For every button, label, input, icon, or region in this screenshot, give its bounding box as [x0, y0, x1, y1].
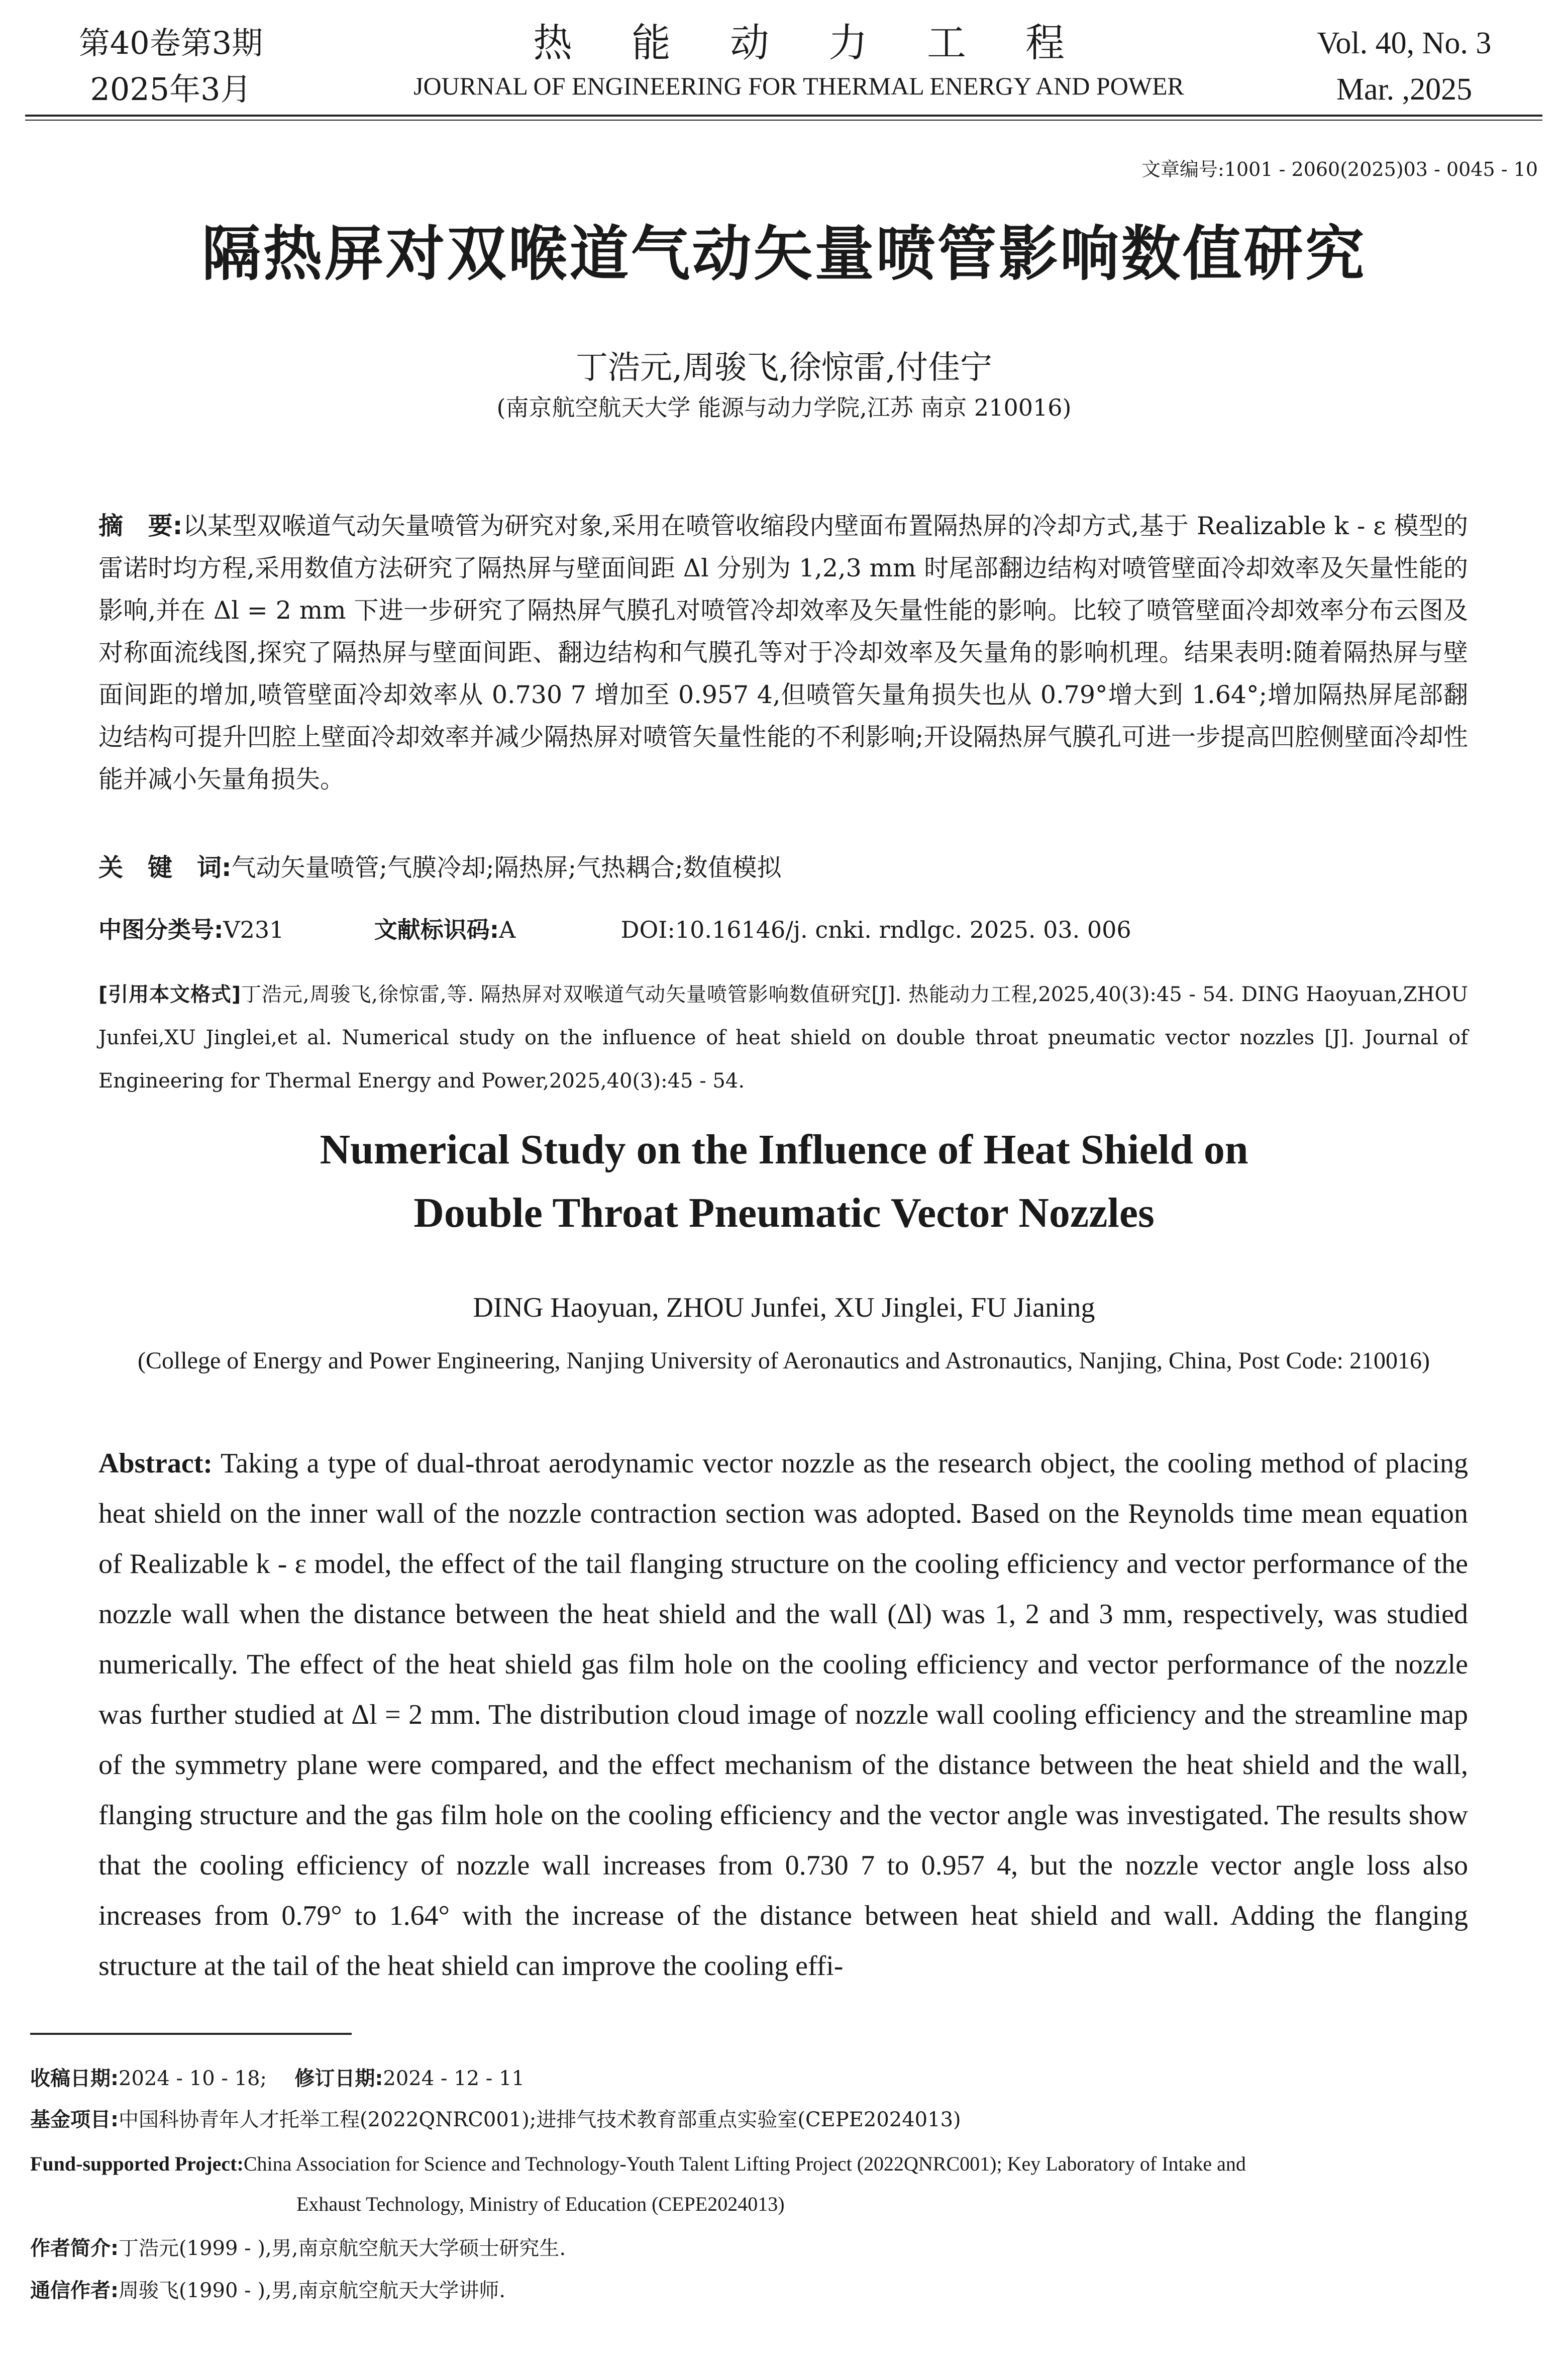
author-bio — [30, 2229, 1537, 2268]
keywords-cn — [98, 847, 1468, 889]
received-date — [30, 2059, 1537, 2098]
abstract-en — [98, 1438, 1468, 1991]
fund-en-value-1: China Association for Science and Technology-Youth Talent Lifting Project (2022QNRC001); Key Laboratory of Intake and — [243, 2152, 1246, 2175]
abstract-cn-text: 以某型双喉道气动矢量喷管为研究对象,采用在喷管收缩段内壁面布置隔热屏的冷却方式,基于 Realizable k - ε 模型的雷诺时均方程,采用数值方法研究了隔热屏与壁面间距 Δl 分别为 1,2,3 mm 时尾部翻边结构对喷管壁面冷却效率及矢量性能的影响,并在 Δl = 2 mm 下进一步研究了隔热屏气膜孔对喷管冷却效率及矢量性能的影响。比较了喷管壁面冷却效率分布云图及对称面流线图,探究了隔热屏与壁面间距、翻边结构和气膜孔等对于冷却效率及矢量角的影响机理。结果表明:随着隔热屏与壁面间距的增加,喷管壁面冷却效率从 0.730 7 增加至 0.957 4,但喷管矢量角损失也从 0.79°增大到 1.64°;增加隔热屏尾部翻边结构可提升凹腔上壁面冷却效率并减少隔热屏对喷管矢量性能的不利影响;开设隔热屏气膜孔可进一步提高凹腔侧壁面冷却性能并减小矢量角损失。 — [98, 512, 1468, 794]
footnote-rule — [30, 2033, 352, 2035]
issue-info-en — [1296, 20, 1512, 113]
page-title-cn: 隔热屏对双喉道气动矢量喷管影响数值研究 — [201, 219, 1367, 288]
corresponding-label: 通信作者: — [30, 2279, 119, 2302]
keywords-cn-label: 关 键 词: — [98, 853, 232, 882]
citation-format — [98, 973, 1468, 1103]
abstract-cn-label: 摘 要: — [98, 512, 183, 540]
revised-label: 修订日期: — [294, 2067, 383, 2090]
author-bio-label: 作者简介: — [30, 2237, 119, 2260]
page-title-en — [0, 1118, 1568, 1245]
fund-en — [30, 2145, 1537, 2183]
article-number: 文章编号:1001 - 2060(2025)03 - 0045 - 10 — [1141, 158, 1538, 180]
title-en-line1: Numerical Study on the Influence of Heat Shield on — [320, 1126, 1248, 1173]
journal-title-en: JOURNAL OF ENGINEERING FOR THERMAL ENERGY AND POWER — [413, 72, 1184, 100]
title-en-line2: Double Throat Pneumatic Vector Nozzles — [413, 1190, 1155, 1236]
doi: DOI:10.16146/j. cnki. rndlgc. 2025. 03. 006 — [620, 916, 1131, 943]
revised-value: 2024 - 12 - 11 — [383, 2067, 525, 2090]
received-value: 2024 - 10 - 18; — [119, 2067, 267, 2090]
citation-text: 丁浩元,周骏飞,徐惊雷,等. 隔热屏对双喉道气动矢量喷管影响数值研究[J]. 热能动力工程,2025,40(3):45 - 54. DING Haoyuan,ZHOU Junfei,XU Jinglei,et al. Numerical study on the influence of heat shield on double throat pneumatic vector nozzles [J]. Journal of Engineering for Thermal Energy and Power,2025,40(3):45 - 54. — [98, 983, 1469, 1093]
author-bio-value: 丁浩元(1999 - ),男,南京航空航天大学硕士研究生. — [119, 2237, 566, 2260]
issue-info-cn — [55, 20, 286, 113]
affiliation-en: (College of Energy and Power Engineering, Nanjing University of Aeronautics and Astronautics, Nanjing, China, Post Code: 210016) — [137, 1347, 1430, 1374]
abstract-en-label: Abstract: — [98, 1448, 213, 1479]
clc-label: 中图分类号: — [98, 916, 224, 943]
authors-en: DING Haoyuan, ZHOU Junfei, XU Jinglei, FU Jianing — [473, 1292, 1095, 1323]
abstract-en-text: Taking a type of dual-throat aerodynamic vector nozzle as the research object, the cooling method of placing heat shield on the inner wall of the nozzle contraction section was adopted. Based on the Reynolds time mean equation of Realizable k - ε model, the effect of the tail flanging structure on the cooling efficiency and vector performance of the nozzle wall when the distance between the heat shield and the wall (Δl) was 1, 2 and 3 mm, respectively, was studied numerically. The effect of the heat shield gas film hole on the cooling efficiency and vector performance of the nozzle was further studied at Δl = 2 mm. The distribution cloud image of nozzle wall cooling efficiency and the streamline map of the symmetry plane were compared, and the effect mechanism of the distance between the heat shield and the wall, flanging structure and the gas film hole on the cooling efficiency and the vector angle was investigated. The results show that the cooling efficiency of nozzle wall increases from 0.730 7 to 0.957 4, but the nozzle vector angle loss also increases from 0.79° to 1.64° with the increase of the distance between heat shield and wall. Adding the flanging structure at the tail of the heat shield can improve the cooling effi- — [98, 1448, 1469, 1982]
fund-en-continued: Exhaust Technology, Ministry of Education (CEPE2024013) — [296, 2193, 785, 2215]
date-cn: 2025年3月 — [90, 71, 252, 108]
date-en: Mar. ,2025 — [1336, 72, 1473, 107]
volume-issue-en: Vol. 40, No. 3 — [1317, 26, 1492, 60]
fund-cn — [30, 2101, 1537, 2139]
received-label: 收稿日期: — [30, 2067, 119, 2090]
abstract-cn — [98, 505, 1468, 801]
volume-issue-cn: 第40卷第3期 — [78, 25, 263, 61]
keywords-cn-text: 气动矢量喷管;气膜冷却;隔热屏;气热耦合;数值模拟 — [231, 853, 782, 882]
header-rule — [25, 115, 1542, 117]
fund-en-label: Fund-supported Project: — [30, 2152, 244, 2175]
header-rule-thin — [25, 120, 1542, 121]
doc-code-value: A — [499, 916, 516, 943]
classification-line — [98, 909, 1468, 951]
fund-cn-label: 基金项目: — [30, 2108, 119, 2131]
journal-title-cn: 热能动力工程 — [533, 21, 1124, 66]
affiliation-cn: (南京航空航天大学 能源与动力学院,江苏 南京 210016) — [496, 394, 1072, 421]
doc-code-label: 文献标识码: — [374, 916, 499, 943]
corresponding-author — [30, 2272, 1537, 2310]
citation-label: [引用本文格式] — [98, 983, 241, 1006]
fund-cn-value: 中国科协青年人才托举工程(2022QNRC001);进排气技术教育部重点实验室(CEPE2024013) — [119, 2108, 961, 2131]
authors-cn: 丁浩元,周骏飞,徐惊雷,付佳宁 — [575, 349, 993, 386]
corresponding-value: 周骏飞(1990 - ),男,南京航空航天大学讲师. — [119, 2279, 506, 2302]
clc-value: V231 — [223, 916, 284, 943]
